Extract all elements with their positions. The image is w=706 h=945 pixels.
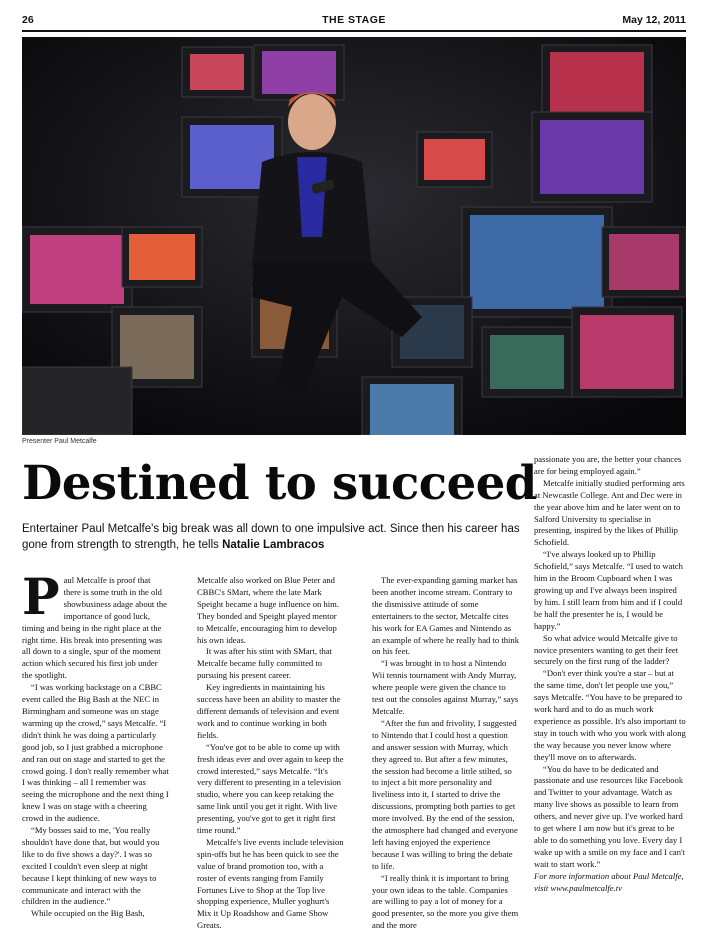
article-paragraph: “You've got to be able to come up with fresh ideas ever and over again to keep the crowd interested,” says Metcalfe. “It's very different to presenting in a television studio, where you can keep retaking the same link until you get it right. With live presenting, you've got to get it right first time round.” — [197, 741, 344, 836]
presenter-photo-illustration — [22, 37, 686, 435]
article-paragraph: “You do have to be dedicated and passionate and use resources like Facebook and Twitter to your advantage. Watch as many live shows as possible to learn from others, and never give up. I've worked hard to get where I am now but it's great to be able to do something you love. Every day I wake up with a smile on my face and I can't wait to start work.” — [534, 763, 685, 869]
article-paragraph: “My bosses said to me, 'You really shouldn't have done that, but would you like to do five shows a day?'. I was so excited I couldn't even sleep at night because I kept thinking of new ways to communicate and interact with the children in the audience.” — [22, 825, 160, 907]
article-column-1 — [22, 567, 169, 920]
article-paragraph: The ever-expanding gaming market has been another income stream. Contrary to the dismissive attitude of some entertainers to the sector, Metcalfe cites his work for EA Games and Nintendo as an example of where he really had to think on his feet. — [372, 575, 519, 657]
article-paragraph: “I was brought in to host a Nintendo Wii tennis tournament with Andy Murray, where people were given the chance to test out the consoles against Murray,” says Metcalfe. — [372, 658, 519, 716]
issue-date: May 12, 2011 — [622, 14, 686, 26]
article-paragraph: It was after his stint with SMart, that Metcalfe became fully committed to pursuing his present career. — [197, 646, 333, 681]
article-column-2 — [197, 575, 344, 932]
author-name: Natalie Lambracos — [222, 539, 325, 551]
article-paragraph: “After the fun and frivolity, I suggested to Nintendo that I could host a question and answer session with Murray, which they agreed to. But after a few minutes, the session had become a little stilted, so to inject a bit more personality and liveliness into it, I started to drive the discussions, prompting both parties to get more involved. By the end of the session, the atmosphere had changed and everyone left having enjoyed the experience because I was willing to bring the debate to life. — [372, 717, 518, 871]
article-credit: For more information about Paul Metcalfe, visit www.paulmetcalfe.tv — [534, 870, 684, 893]
article-column-4 — [534, 454, 686, 895]
article-standfirst — [22, 521, 529, 553]
page-header — [22, 14, 686, 30]
article-paragraph: Metcalfe's live events include television spin-offs but he has been quick to see the value of brand promotion too, with a roster of events ranging from Family Fortunes Live to Shop at the Top live shopping experience, Muller yoghurt's Mix it Up Roadshow and Game Show Greats. — [197, 836, 344, 931]
article-column-3 — [372, 575, 519, 932]
article-paragraph: “Don't ever think you're a star – but at the same time, don't let people use you,” says Metcalfe. “You have to be prepared to work hard and to do as much work experience as possible. It's also important to stay in touch with who you work with along the way because you never know where they'll move on to afterwards. — [534, 668, 686, 762]
article-paragraph: “I really think it is important to bring your own ideas to the table. Companies are willing to pay a lot of money for a good presenter, so the more you give them and the more — [372, 872, 519, 931]
feature-photo — [22, 37, 686, 435]
article-paragraph: passionate you are, the better your chances are for being employed again.” — [534, 454, 682, 476]
photo-caption: Presenter Paul Metcalfe — [22, 438, 97, 445]
article-paragraph: So what advice would Metcalfe give to novice presenters wanting to get their feet securely on the first rung of the ladder? — [534, 632, 679, 667]
article-paragraph: Metcalfe initially studied performing arts at Newcastle College. Ant and Dec were in the year above him and he later went on to Salford University to specialise in presenting, inspired by the likes of Phillip Schofield. — [534, 477, 685, 548]
article-paragraph: “I was working backstage on a CBBC event called the Big Bash at the NEC in Birmingham and someone was on stage warming up the crowd,” says Metcalfe. “I didn't think he was doing a particularly good job, so I just grabbed a microphone and ran out on stage and started to get the crowd going. I don't really remember what I was thinking – all I remember was seeing the microphone and the next thing I knew I was on stage with a cheering crowd in the audience. — [22, 682, 169, 824]
article-paragraph: Paul Metcalfe is proof that there is some truth in the old showbusiness adage about the importance of good luck, timing and being in the right place at the right time. His break into presenting was all down to a single, spur of the moment action which secured his first job under the spotlight. — [22, 567, 167, 681]
drop-cap: P — [22, 567, 60, 626]
article-paragraph: Metcalfe also worked on Blue Peter and CBBC's SMart, where the late Mark Speight became a huge influence on him. They bonded and Speight played mentor to Metcalfe, encouraging him to develop his own ideas. — [197, 575, 339, 645]
article-headline: Destined to succeed — [22, 455, 537, 510]
header-rule — [22, 30, 686, 32]
publication-name: THE STAGE — [322, 14, 386, 26]
article-paragraph: “I've always looked up to Phillip Schofield,” says Metcalfe. “I used to watch him in the Broom Cupboard when I was growing up and I've always been inspired by him. I still learn from him and if I could be half the presenter he is, I would be happy.” — [534, 549, 683, 631]
page-number: 26 — [22, 14, 34, 26]
article-paragraph: Key ingredients in maintaining his success have been an ability to master the different demands of television and event work and to continue working in both fields. — [197, 682, 341, 740]
standfirst-text: Entertainer Paul Metcalfe's big break was all down to one impulsive act. Since then his career has gone from strength to strength, he tells — [22, 523, 520, 551]
article-paragraph: While occupied on the Big Bash, — [31, 908, 145, 919]
